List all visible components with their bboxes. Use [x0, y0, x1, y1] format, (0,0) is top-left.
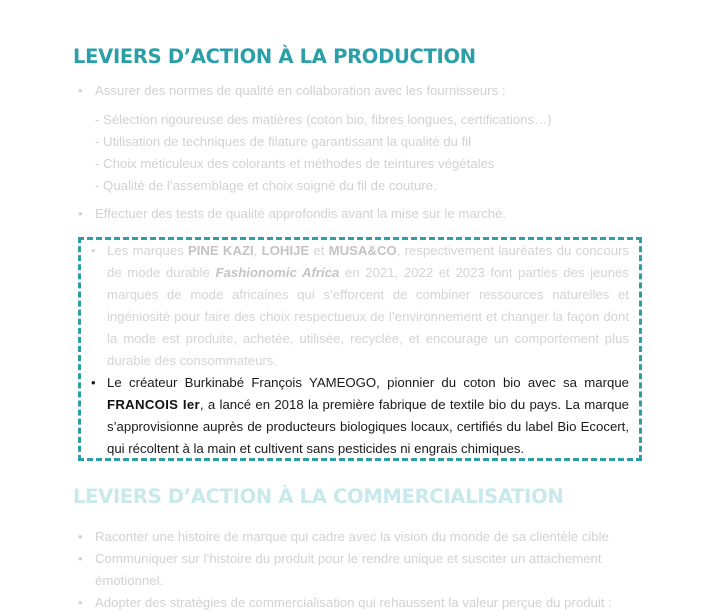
list-item — [78, 80, 668, 102]
brand-name: MUSA&CO — [328, 243, 397, 258]
list-item-text: Adopter des stratégies de commercialisation qui rehaussent la valeur perçue du produit : — [95, 595, 612, 610]
text-run: Le créateur Burkinabé François YAMEOGO, pionnier du coton bio avec sa marque — [107, 375, 629, 390]
bullet-icon: • — [78, 83, 83, 98]
section-title-production: LEVIERS D’ACTION À LA PRODUCTION — [73, 45, 476, 68]
text-run: , — [253, 243, 262, 258]
sub-item: - Choix méticuleux des colorants et méthodes de teintures végétales — [95, 156, 495, 171]
text-run: en 2021, 2022 et 2023 font parties des jeunes marques de mode africaines qui s’efforcent de combiner ressources naturelles et ingéniosité pour faire des choix respectueux de l’environnement et changer la façon dont la mode est produite, achetée, utilisée, recyclée, et encourage un comportement plus durable des consommateurs. — [107, 265, 629, 368]
text-run: et — [309, 243, 329, 258]
bullet-icon: • — [91, 375, 96, 390]
bullet-icon: • — [78, 206, 83, 221]
commercialisation-list — [78, 526, 668, 614]
bullet-icon: • — [91, 243, 96, 258]
text-run: , a lancé en 2018 la première fabrique de textile bio du pays. La marque s’approvisionne auprès de producteurs biologiques locaux, certifiés du label Bio Ecocert, qui récoltent à la main et cultivent sans pesticides ni engrais chimiques. — [107, 397, 629, 456]
bullet-icon: • — [78, 551, 83, 566]
sub-item: - Utilisation de techniques de filature garantissant la qualité du fil — [95, 134, 472, 149]
highlight-item-francois — [89, 372, 629, 460]
highlight-item-brands — [89, 240, 629, 372]
list-item-text: Effectuer des tests de qualité approfondis avant la mise sur le marché. — [95, 206, 506, 221]
list-item-text: Communiquer sur l’histoire du produit pour le rendre unique et susciter un attachement émotionnel. — [95, 551, 602, 588]
section-title-commercialisation: LEVIERS D’ACTION À LA COMMERCIALISATION — [73, 485, 564, 508]
text-run: Les marques — [107, 243, 188, 258]
production-list-2 — [78, 203, 668, 225]
production-sublist — [95, 109, 675, 197]
sub-item: - Qualité de l’assemblage et choix soigné du fil de couture. — [95, 178, 437, 193]
list-item — [78, 548, 668, 592]
list-item — [78, 526, 668, 548]
brand-name: LOHIJE — [261, 243, 310, 258]
bullet-icon: • — [78, 595, 83, 610]
list-item-text: Assurer des normes de qualité en collaboration avec les fournisseurs : — [95, 83, 506, 98]
list-item — [78, 203, 668, 225]
brand-name: FRANCOIS Ier — [107, 397, 200, 412]
text-run: , respectivement lauréates du concours de mode durable — [107, 243, 630, 280]
list-item-text: Raconter une histoire de marque qui cadre avec la vision du monde de sa clientèle cible — [95, 529, 609, 544]
list-item — [78, 592, 668, 614]
sub-item: - Sélection rigoureuse des matières (coton bio, fibres longues, certifications…) — [95, 112, 552, 127]
production-list — [78, 80, 668, 102]
highlight-content — [89, 240, 629, 460]
bullet-icon: • — [78, 529, 83, 544]
brand-name: PINE KAZI — [187, 243, 254, 258]
contest-name: Fashionomic Africa — [215, 265, 340, 280]
